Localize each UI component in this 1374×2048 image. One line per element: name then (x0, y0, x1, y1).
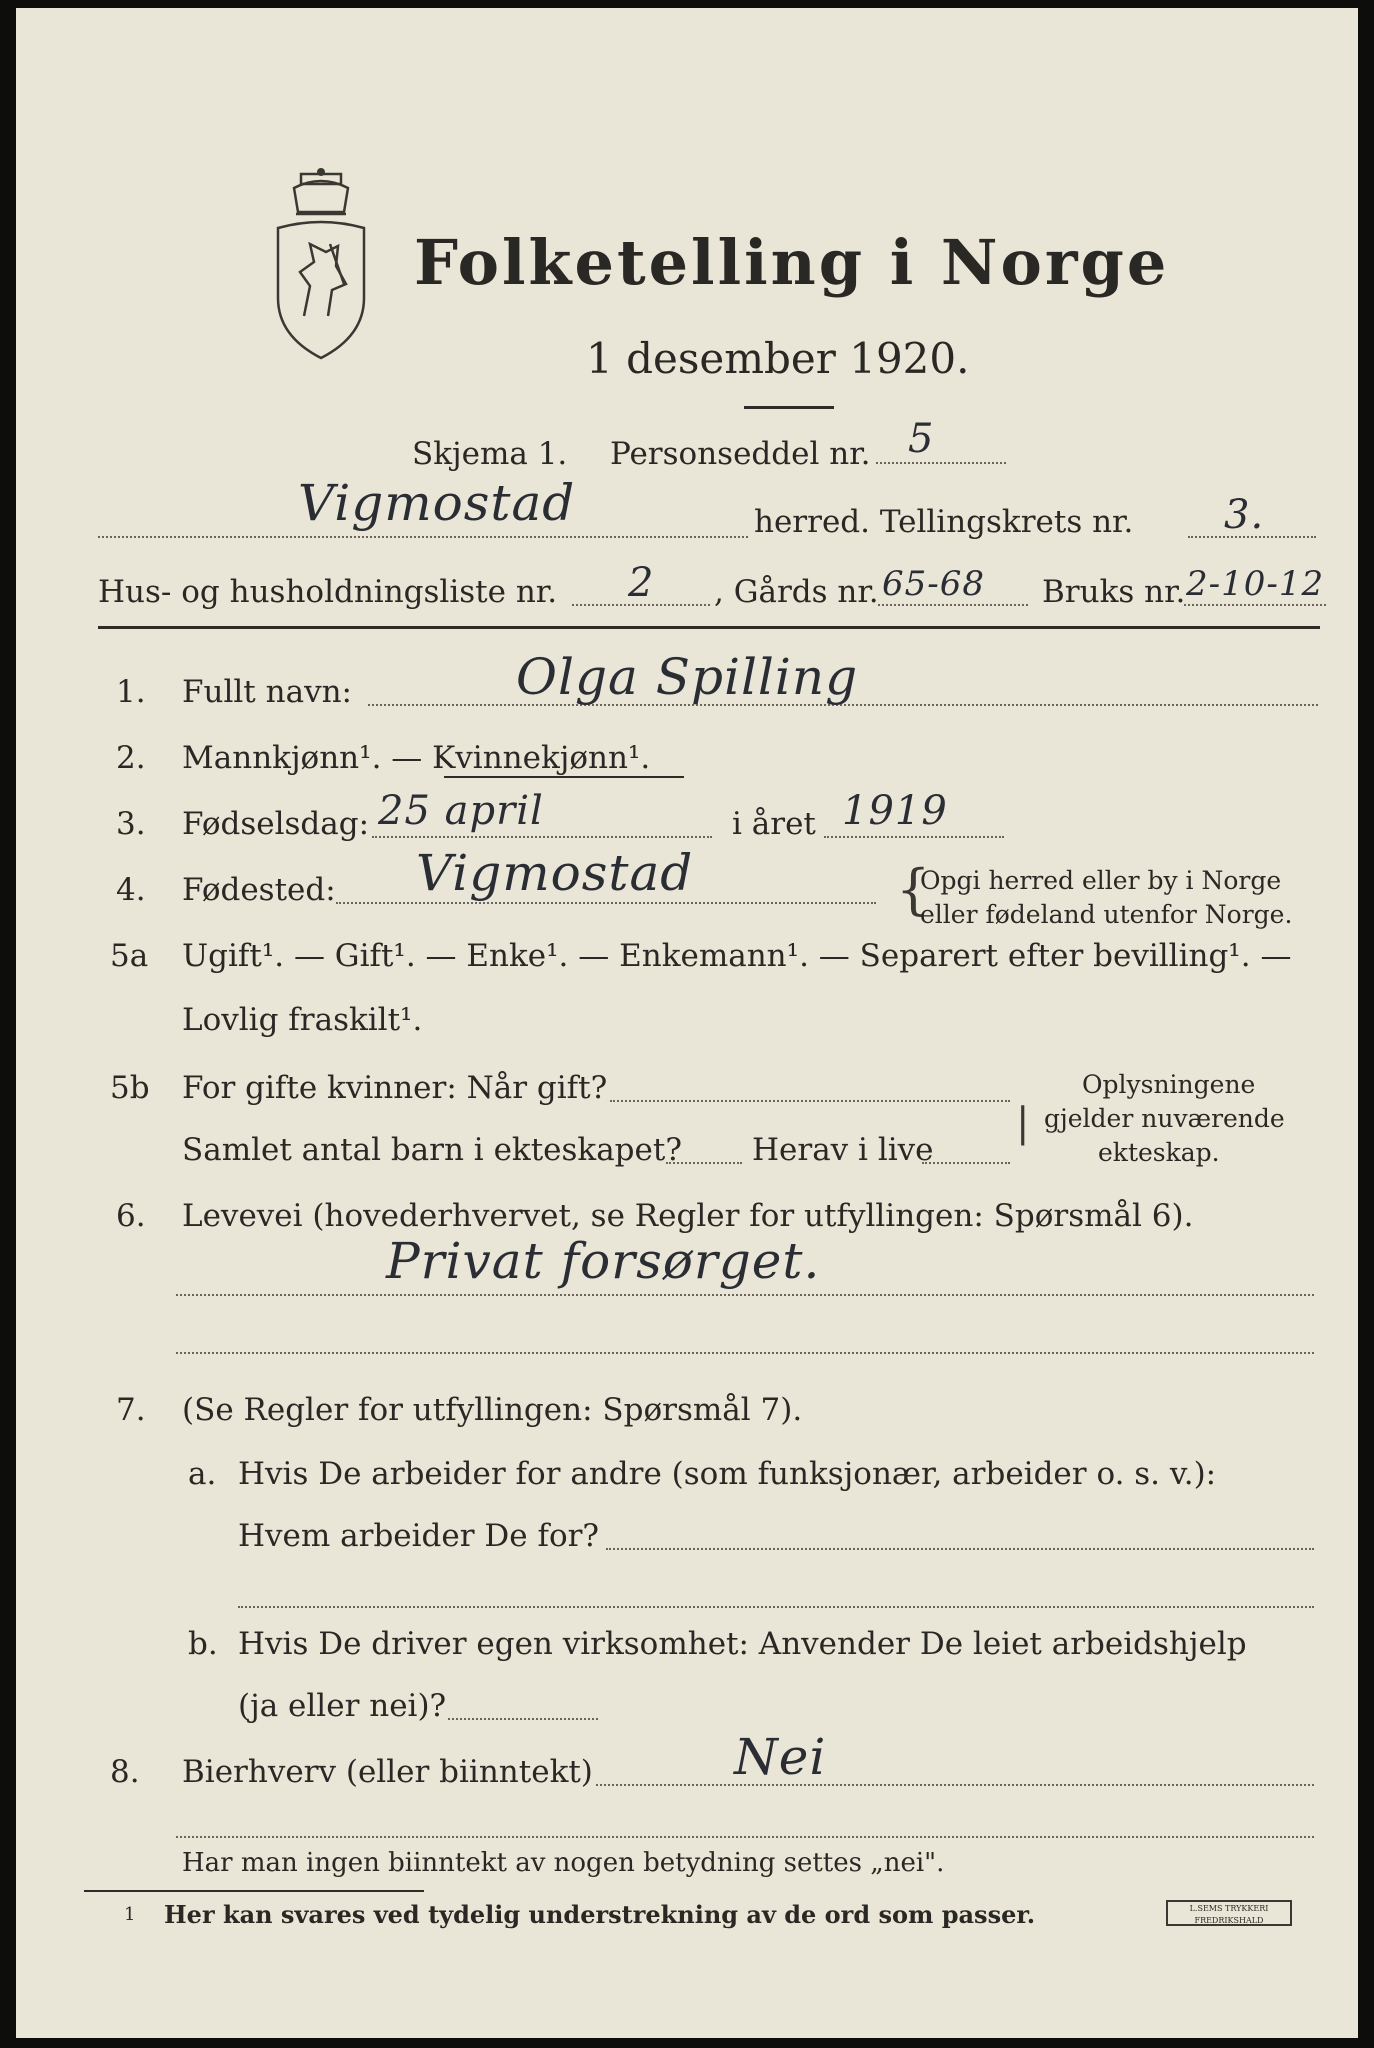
q7a-letter: a. (188, 1456, 217, 1492)
printer-stamp: L.SEMS TRYKKERI FREDRIKSHALD (1166, 1900, 1292, 1926)
bruks-label: Bruks nr. (1042, 574, 1186, 610)
q5b-note-line-1: Oplysningene (1082, 1070, 1256, 1099)
personseddel-label: Personseddel nr. (610, 436, 871, 472)
q7a-sub-label: Hvem arbeider De for? (238, 1518, 600, 1554)
q5b-note-line-3: ekteskap. (1098, 1138, 1220, 1167)
q6-number: 6. (116, 1198, 146, 1234)
q7a-label: Hvis De arbeider for andre (som funksjonær, arbeider o. s. v.): (238, 1456, 1217, 1492)
q3-label: Fødselsdag: (182, 806, 370, 842)
q7b-sub-label: (ja eller nei)? (238, 1688, 447, 1724)
footnote: Her kan svares ved tydelig understrekning av de ord som passer. (164, 1900, 1036, 1929)
census-date: 1 desember 1920. (586, 334, 970, 383)
q8-label: Bierhverv (eller biinntekt) (182, 1754, 593, 1790)
gards-entry: 65-68 (882, 564, 986, 604)
occupation-entry: Privat forsørget. (386, 1232, 821, 1290)
header-divider (98, 626, 1320, 629)
q5a-number: 5a (110, 938, 149, 974)
footnote-divider (84, 1890, 424, 1892)
q7-label: (Se Regler for utfyllingen: Spørsmål 7). (182, 1392, 803, 1428)
tellingskrets-entry: 3. (1224, 492, 1265, 538)
q1-label: Fullt navn: (182, 674, 352, 710)
q7b-label: Hvis De driver egen virksomhet: Anvender De leiet arbeidshjelp (238, 1626, 1247, 1662)
birth-year-entry: 1919 (842, 788, 948, 834)
q7-number: 7. (116, 1392, 146, 1428)
q5b-number: 5b (110, 1070, 150, 1106)
q2-number: 2. (116, 740, 146, 776)
q4-note-line-2: eller fødeland utenfor Norge. (920, 900, 1293, 929)
census-form-sheet: Folketelling i Norge 1 desember 1920. Skjema 1. Personseddel nr. 5 Vigmostad herred. Tellingskrets nr. 3. Hus- og husholdningsliste nr. 2 , Gårds nr. 65-68 Bruks nr. 2-10-12 1. Fullt navn: Olga Spilling 2. Mannkjønn¹. — Kvinnekjønn¹. 3. Fødselsdag: 25 april i året 1919 4. Fødested: Vigmostad { Opgi herred eller by i Norge eller fødeland utenfor Norge. 5a Ugift¹. — Gift¹. — Enke¹. — Enkemann¹. — Separert efter bevilling¹. — Lovlig fraskilt¹. 5b For gifte kvinner: Når gift? Samlet antal barn i ekteskapet? Herav i live | Oplysningene gjelder nuværende ekteskap. 6. Levevei (hovederhvervet, se Regler for utfyllingen: Spørsmål 6). Privat forsørget. 7. (Se Regler for utfyllingen: Spørsmål 7). a. Hvis De arbeider for andre (som funksjonær, arbeider o. s. v.): Hvem arbeider De for? b. Hvis De driver egen virksomhet: Anvender De leiet arbeidshjelp (ja eller nei)? 8. Bierhverv (eller biinntekt) Nei Har man ingen biinntekt av nogen betydning settes „nei". 1 Her kan svares ved tydelig understrekning av de ord som passer. L.SEMS TRYKKERI FREDRIKSHALD (16, 8, 1358, 2038)
q5b-alive-label: Herav i live (752, 1132, 934, 1168)
birth-day-entry: 25 april (378, 788, 544, 834)
bruks-entry: 2-10-12 (1186, 564, 1325, 604)
skjema-label: Skjema 1. (412, 436, 568, 472)
herred-label: herred. Tellingskrets nr. (754, 504, 1134, 540)
q5a-options: Ugift¹. — Gift¹. — Enke¹. — Enkemann¹. — Separert efter bevilling¹. — (182, 938, 1292, 974)
title-divider (744, 406, 834, 409)
personseddel-number-entry: 5 (908, 416, 935, 462)
q4-number: 4. (116, 872, 146, 908)
q7b-letter: b. (188, 1626, 218, 1662)
herred-entry: Vigmostad (298, 474, 576, 532)
full-name-entry: Olga Spilling (516, 648, 859, 706)
husholdningsliste-entry: 2 (628, 560, 655, 606)
q3-number: 3. (116, 806, 146, 842)
q5b-note-line-2: gjelder nuværende (1044, 1104, 1285, 1133)
footnote-number: 1 (124, 1904, 136, 1925)
q3-year-label: i året (732, 806, 816, 842)
q5b-label: For gifte kvinner: Når gift? (182, 1070, 608, 1106)
gards-label: , Gårds nr. (714, 574, 879, 610)
bottom-note: Har man ingen biinntekt av nogen betydning settes „nei". (182, 1848, 945, 1878)
q4-note-line-1: Opgi herred eller by i Norge (920, 866, 1282, 895)
kvinnekjonn-underline (444, 776, 684, 778)
q5a-options-cont: Lovlig fraskilt¹. (182, 1002, 423, 1038)
side-income-entry: Nei (734, 1728, 827, 1786)
q2-options: Mannkjønn¹. — Kvinnekjønn¹. (182, 740, 651, 776)
husholdningsliste-label: Hus- og husholdningsliste nr. (98, 574, 558, 610)
birthplace-entry: Vigmostad (416, 844, 694, 902)
form-title: Folketelling i Norge (414, 226, 1170, 299)
q1-number: 1. (116, 674, 146, 710)
coat-of-arms-icon (256, 166, 386, 366)
q8-number: 8. (110, 1754, 140, 1790)
q4-label: Fødested: (182, 872, 336, 908)
q6-label: Levevei (hovederhvervet, se Regler for utfyllingen: Spørsmål 6). (182, 1198, 1194, 1234)
q5b-children-label: Samlet antal barn i ekteskapet? (182, 1132, 682, 1168)
